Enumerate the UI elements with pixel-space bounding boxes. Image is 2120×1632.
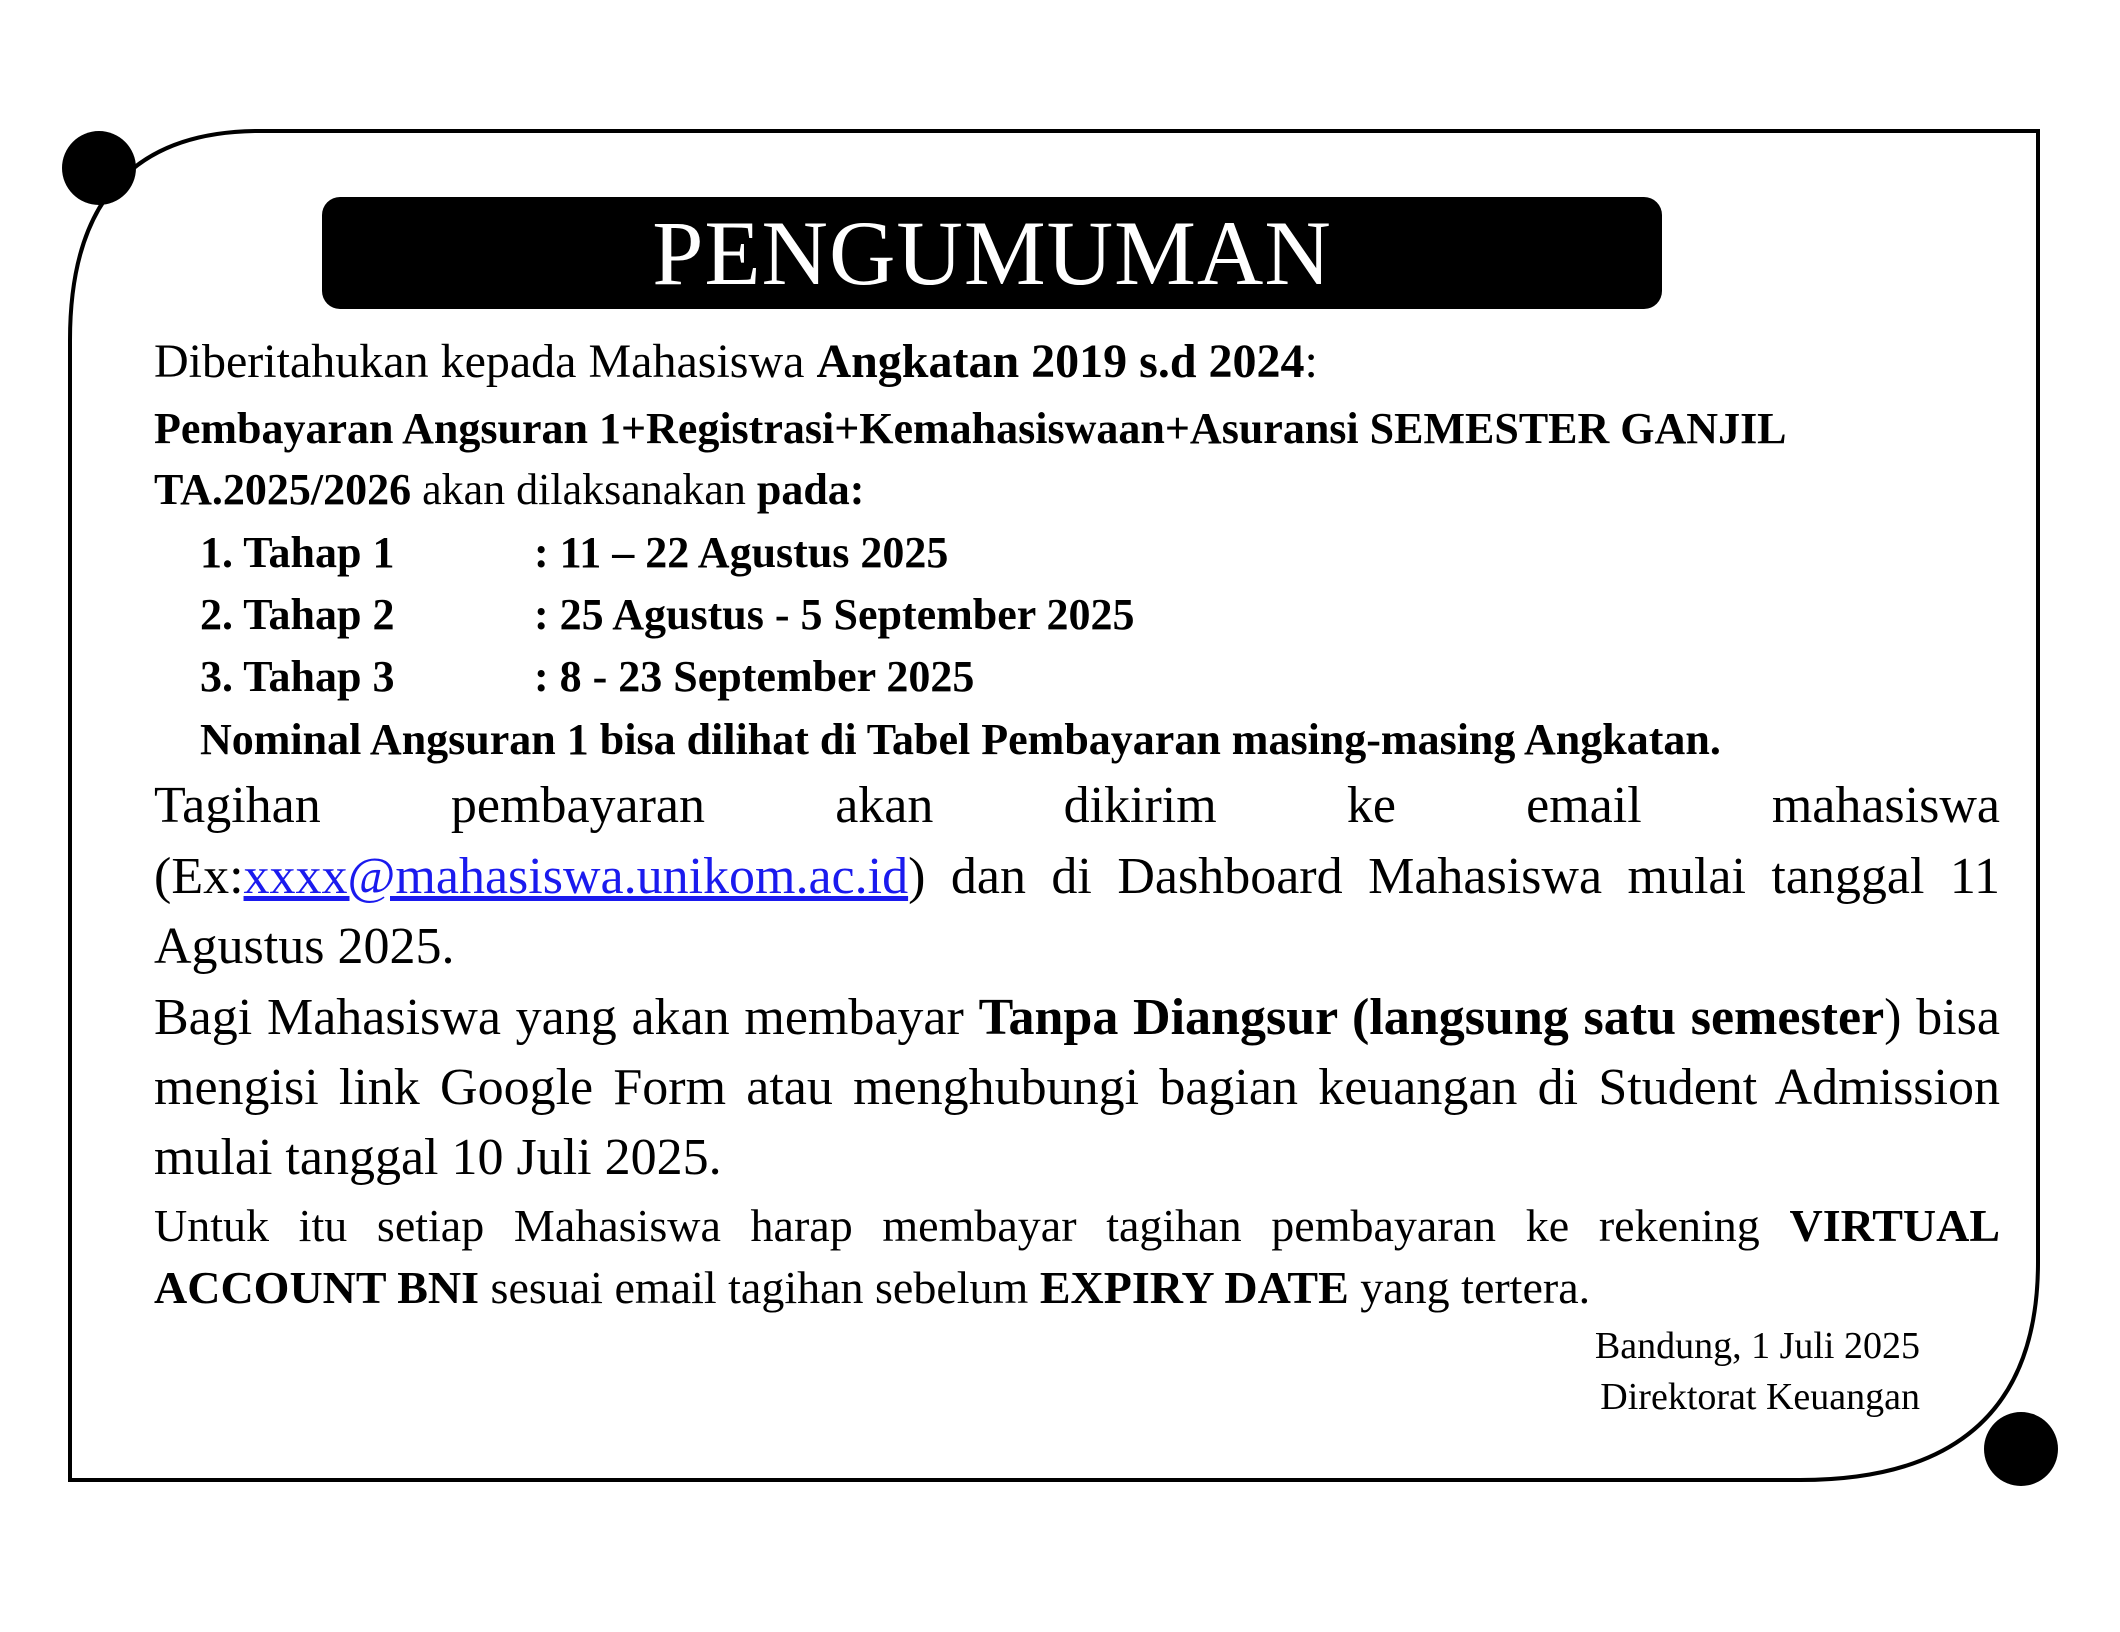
billing-post-email: ) dan di Dashboard Mahasiswa mulai tanggal 11 — [908, 848, 2000, 905]
decorative-dot-top-left — [62, 131, 136, 205]
va-expiry-date: EXPIRY DATE — [1039, 1262, 1349, 1313]
stage-3-date: : 8 - 23 September 2025 — [534, 652, 975, 701]
payment-line-2-end: pada: — [756, 465, 865, 514]
signature-place-date: Bandung, 1 Juli 2025 — [1594, 1325, 1920, 1367]
payment-line-2 — [154, 465, 865, 514]
billing-line-2 — [154, 848, 2000, 905]
payment-line-1: Pembayaran Angsuran 1+Registrasi+Kemahasiswaan+Asuransi SEMESTER GANJIL — [154, 404, 1787, 453]
va-line-2-end: yang tertera. — [1348, 1262, 1591, 1313]
stage-1-date: : 11 – 22 Agustus 2025 — [534, 528, 949, 577]
no-installment-post: ) bisa — [1884, 989, 2000, 1046]
no-installment-line-2: mengisi link Google Form atau menghubungi bagian keuangan di Student Admission — [154, 1059, 2000, 1116]
decorative-dot-bottom-right — [1984, 1412, 2058, 1486]
payment-line-2-text: akan dilaksanakan — [411, 465, 757, 514]
stage-1-label: 1. Tahap 1 — [200, 528, 395, 577]
intro-text: Diberitahukan kepada Mahasiswa — [154, 335, 817, 388]
intro-cohort: Angkatan 2019 s.d 2024 — [816, 335, 1305, 388]
billing-line-3: Agustus 2025. — [154, 918, 455, 975]
va-line-1-text: Untuk itu setiap Mahasiswa harap membayar tagihan pembayaran ke rekening — [154, 1200, 1790, 1251]
va-account-bni: ACCOUNT BNI — [154, 1262, 480, 1313]
example-email-link[interactable]: xxxx@mahasiswa.unikom.ac.id — [243, 848, 909, 905]
stage-2-date: : 25 Agustus - 5 September 2025 — [534, 590, 1135, 639]
no-installment-line-1 — [154, 989, 2000, 1046]
stage-2-label: 2. Tahap 2 — [200, 590, 395, 639]
no-installment-line-3: mulai tanggal 10 Juli 2025. — [154, 1129, 722, 1186]
virtual-account-line-1 — [154, 1200, 2000, 1251]
va-line-1-bold: VIRTUAL — [1789, 1200, 2000, 1251]
intro-colon: : — [1304, 335, 1318, 388]
virtual-account-line-2 — [154, 1262, 1591, 1313]
signature-department: Direktorat Keuangan — [1600, 1376, 1920, 1418]
billing-pre-email: (Ex: — [154, 848, 244, 905]
no-installment-pre: Bagi Mahasiswa yang akan membayar — [154, 989, 979, 1046]
title-banner — [322, 197, 1662, 309]
nominal-note: Nominal Angsuran 1 bisa dilihat di Tabel Pembayaran masing-masing Angkatan. — [200, 715, 1721, 764]
no-installment-bold: Tanpa Diangsur (langsung satu semester — [978, 989, 1885, 1046]
va-line-2-text: sesuai email tagihan sebelum — [479, 1262, 1040, 1313]
intro-line — [154, 335, 1318, 388]
academic-year: TA.2025/2026 — [154, 465, 412, 514]
billing-line-1: Tagihan pembayaran akan dikirim ke email mahasiswa — [154, 777, 2000, 834]
page-title: PENGUMUMAN — [652, 202, 1332, 304]
stage-3-label: 3. Tahap 3 — [200, 652, 395, 701]
